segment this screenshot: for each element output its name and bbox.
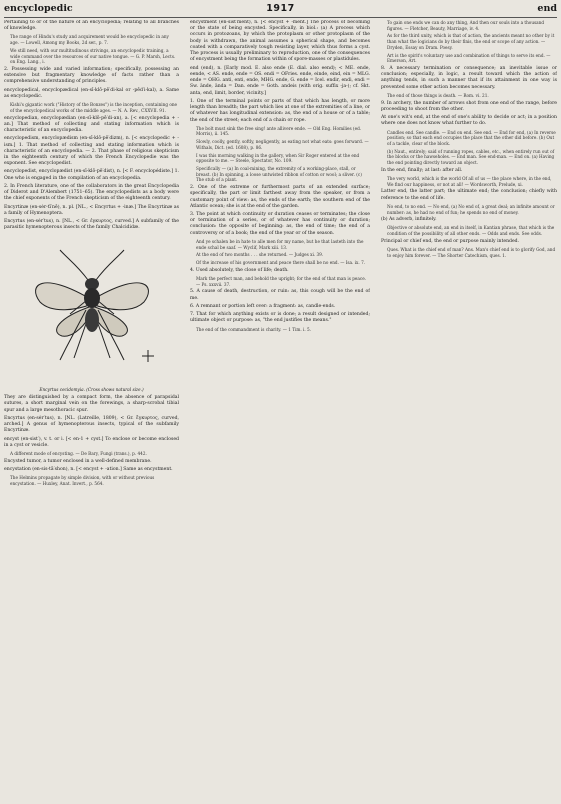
citation-quote: The very world, which is the world Of all of us — the place where, in the end, We find our happiness, or not at all! — Wordsworth, Prelude, xi. [387, 175, 552, 187]
dictionary-entry: At one's wit's end, at the end of one's ability to decide or act; in a position where one does not know what further to do. [381, 115, 557, 127]
dictionary-entry: 3. The point at which continuity or duration ceases or terminates; the close or termination of a series, or of whatever has continuity or duration; conclusion: the opposite of beginning: as, the end of time; the end of a controversy or of a book; the end of the year or of the season. [190, 212, 370, 236]
dictionary-entry: 9. In archery, the number of arrows shot from one end of the range, before proceeding to shoot from the other. [381, 100, 557, 112]
citation-quote: No end, to no end. — No end, (a) No end of, a great deal; an infinite amount or number: as, he had no end of fun; he spends no end of money. [387, 203, 555, 215]
dictionary-entry: 2. In French literature, one of the collaborators in the great Encyclopedia of Diderot and D'Alembert (1751–65). The encyclopedists as a body were the chief exponents of the French skepticism of the eighteenth century. [4, 183, 179, 202]
citation-quote: Slowly, coolly, gently, softly, negligently, as eating not what eats: goes forward. — Withals, Dict. (ed. 1608), p. 86. [196, 139, 369, 150]
header-page-number: 1917 [266, 3, 295, 14]
citation-quote: (b) Naut., entirely; said of running ropes, cables, etc., when entirely run out of the blocks or the hawseholes. — End man. See end-man. — End on. (a) Having the end pointing directly toward an object. [387, 148, 555, 166]
column-left [4, 20, 179, 800]
dictionary-entry: 2. One of the extreme or furthermost parts of an extended surface; specifically, the part or limit farthest away from the speaker, or from a customary point of view: as, the ends of the earth; the southern end of the Atlantic ocean; she is at the end of the garden. [190, 185, 370, 209]
citation-quote: The end of those things is death. — Rom. vi. 21. [387, 92, 489, 98]
dictionary-entry: Encysted tumor, a tumor enclosed in a well-defined membrane. [4, 458, 152, 464]
citation-quote: Candles end. See candle. — End on end. See end. — End for end, (a) In reverse position; so that each end occupies the place that the other did before. (b) Out of a tackle, clear of the block. [387, 129, 556, 146]
dictionary-entry: encyclopedian, encyclopædian (en-sī-klō-pē′di-an), a. [< encyclopedia + -an.] That method of collecting and stating information which is characteristic of an encyclopedia. [4, 115, 179, 134]
citation-quote: Kishi's gigantic work ("History of the Bonzes") is the inception, containing one of the encyclopedical works of the middle ages. — N. A. Rev., CXXVII. 91. [10, 102, 178, 113]
column-middle [190, 20, 370, 800]
citation-quote: To gain one ends we can do any thing, And then our souls into a thousand figures. — Fletcher, Beauty, Marriage, iv. 4. [387, 20, 545, 31]
dictionary-entry: 8. A necessary termination or consequence; an inevitable issue or conclusion; especially, in logic, a result toward which the action of anything tends, in such a manner that if its attainment in one way is prevented some other action becomes necessary. [381, 65, 557, 90]
dictionary-entry: encyclopedical, encyclopædical (en-sī-klō-pē′di-kal or -pēd′i-kal), a. Same as encyclopedic. [4, 87, 179, 99]
citation-quote: Ques. What is the chief end of man? Ans. Man's chief end is to glorify God, and to enjoy him forever. — The Shorter Catechism, ques. 1. [387, 247, 556, 258]
citation-quote: We still need, with our multitudinous strivings, an encyclopedic training, a wide command over the resources of our native tongue. — G. P. Marsh, Lects. on Eng. Lang., i. [10, 47, 176, 65]
citation-quote: As for the third unity, which is that of action, the ancients meant no other by it than what the logicians do by their finis, the end or scope of any action. — Dryden, Essay on Dram. Poesy. [387, 33, 555, 50]
column-left-entries [4, 20, 179, 232]
figure-caption: Encyrtus cecidomyia. (Cross shows natural size.) [39, 386, 144, 392]
header-rule [4, 17, 557, 18]
citation-quote: Objective or absolute end, an end in itself, in Kantian phrase, that which is the condition of the possibility of all other ends. — Odds and ends. See odds. [387, 225, 555, 237]
dictionary-entry: 4. Used absolutely, the close of life; death. [190, 267, 289, 273]
dictionary-entry: They are distinguished by a compact form, the absence of parapsidal sutures, a short marginal vein on the forewings, a sharp-scrobal tibial spur and a large mesothoracic spur. [4, 395, 179, 413]
dictionary-entry: Principal or chief end, the end or purpose mainly intended. [381, 238, 520, 244]
dictionary-entry: In the end, finally; at last: after all. [381, 167, 463, 173]
citation-quote: And ye schalen be in hate to alle men for my name, but he that lasteth into the ende schal be saaf. — Wyclif, Mark xiii. 13. [196, 238, 364, 250]
dictionary-entry: 1. One of the terminal points or parts of that which has length, or more length than breadth; the part which lies at one of the extremities of a line, or of whatever has longitudinal extension: as, the end of a house or of a table; the end of the street; each end of a chain or rope. [190, 98, 370, 123]
citation-quote: Art is the spirit's voluntary use and combination of things to serve its end. — Emerson, Art. [387, 52, 551, 64]
dictionary-entry: 7. That for which anything exists or is done; a result designed or intended; ultimate object or purpose: as, "the end justifies the means." [190, 312, 370, 324]
dictionary-entry: encyclopedist, encyclopædist (en-sī-klō-pē′dist), n. [< F. encyclopédiste.] 1. One who is engaged in the compilation of an encyclopedia. [4, 169, 179, 181]
dictionary-entry: Encyrtus (en-sėr′tus), n. [NL. (Latreille, 1809), < Gr. ἔγκυρτος, curved, arched.] A genus of hymenopterous insects, typical of the subfamily Encyrtinæ. [4, 415, 179, 434]
dictionary-entry: Encyrtinæ (en-sėr-tī′nē), n. pl. [NL., < Encyrtus + -inæ.] The Encyrtinæ as a family of Hymenoptera. [4, 204, 179, 216]
dictionary-entry: Encyrtus (en-sėr′tus), n. [NL., < Gr. ἐγκυρτος, curved.] A subfamily of the parasitic hymenopterous insects of the family Chalcididæ. [4, 219, 179, 231]
citation-quote: The bolt must sink the free sing! ante allivere ende. — Old Eng. Homilies (ed. Morris), ii. 145. [196, 125, 362, 137]
citation-quote: A different mode of encysting. — De Bary, Fungi (trans.), p. 442. [10, 451, 147, 457]
dictionary-entry: end (end), n. [Early mod. E. also ende (E. dial. also eend); < ME. ende, eende, < AS. ende, ende = OS. endi = OFries. ende, einde, eind, ein = MLG. ende = OHG. anti, enti, ende, MHG. ende, G. ende = Icel. endir, endi, endi = Sw. ände, ända = Dan. ende = Goth. andeis (with orig. suffix -ja-); cf. Skt. anta, end, limit, border, vicinity.] [190, 65, 370, 96]
citation-quote: The end of the commandment is charity. — 1 Tim. i. 5. [196, 326, 312, 332]
citation-quote: The Helmins propagate by simple division, with or without previous encystation. — Huxley, Anat. Invert., p. 564. [10, 475, 155, 486]
dictionary-entry: 2. Possessing wide and varied information; specifically, possessing an extensive but fragmentary knowledge of facts rather than a comprehensive understanding of principles. [4, 66, 179, 85]
dictionary-entry: encyst (en-sist′), v. t. or i. [< en-1 + cyst.] To enclose or become enclosed in a cyst or vesicle. [4, 436, 179, 448]
header-right-guide-word: end [537, 3, 557, 14]
column-right [381, 20, 557, 800]
citation-quote: I was this morning walking in the gallery, when Sir Roger entered at the end opposite to me. — Steele, Spectator, No. 109. [196, 152, 360, 164]
citation-quote: Of the increase of his government and peace there shall be no end. — Isa. ix. 7. [196, 260, 366, 266]
dictionary-entry: (b) As adverb, infinitely. [381, 217, 437, 223]
dictionary-entry: Latter end, the latter part; the ultimate end; the conclusion; chiefly with reference to the end of life. [381, 189, 557, 201]
dictionary-entry: encystation (en-sis-tā′shon), n. [< encyst + -ation.] Same as encystment. [4, 467, 173, 473]
dictionary-entry: 6. A remnant or portion left over: a fragment: as, candle-ends. [190, 303, 336, 309]
citation-quote: Specifically — (a) In coal-mining, the extremity of a working-place, stall, or breast. (b) In spinning, a loose untwisted ribbon of cotton or wool; a sliver. (c) The stub of a plant. [196, 165, 362, 183]
dictionary-entry: 5. A cause of death, destruction, or ruin: as, this cough will be the end of me. [190, 289, 370, 301]
running-header [4, 3, 557, 17]
header-left-guide-word: encyclopedic [4, 3, 73, 14]
dictionary-entry: Pertaining to or of the nature of an encyclopedia; relating to all branches of knowledge. [4, 20, 179, 32]
encyrtus-insect-figure [22, 240, 162, 380]
insect-illustration [4, 235, 179, 385]
column-left-entries-lower [4, 395, 179, 486]
citation-quote: Mark the perfect man, and behold the upright; for the end of that man is peace. — Ps. xxxvii. 37. [196, 276, 367, 287]
citation-quote: The range of Hindu's study and acquirement would be encyclopedic in any age. — Lowell, Among my Books, 2d ser., p. 7. [10, 34, 169, 46]
dictionary-entry: encystment (en-sist′ment), n. [< encyst + -ment.] The process of becoming or the state of being encysted. Specifically, in biol.: (a) A process which occurs in protozoans, by which the protoplasm or other protoplasm of the body is withdrawn, the animal assumes a spherical shape, and becomes coated with a comparatively tough resisting layer, which thus forms a cyst. The process is usually preliminary to reproduction, one of the consequences of encystment being the formation within of spore-masses or plastidules. [190, 20, 370, 63]
dictionary-entry: encyclopedism, encyclopædism (en-sī-klō-pē′dizm), n. [< encyclopedic + -ism.] 1. That method of collecting and stating information which is characteristic of an encyclopedia. — 2. That phase of religious skepticism in the eighteenth century of which the French Encyclopedie was the exponent. See encyclopedist. [4, 136, 179, 167]
citation-quote: At the end of two months . . . she returned. — Judges xi. 39. [196, 252, 324, 258]
